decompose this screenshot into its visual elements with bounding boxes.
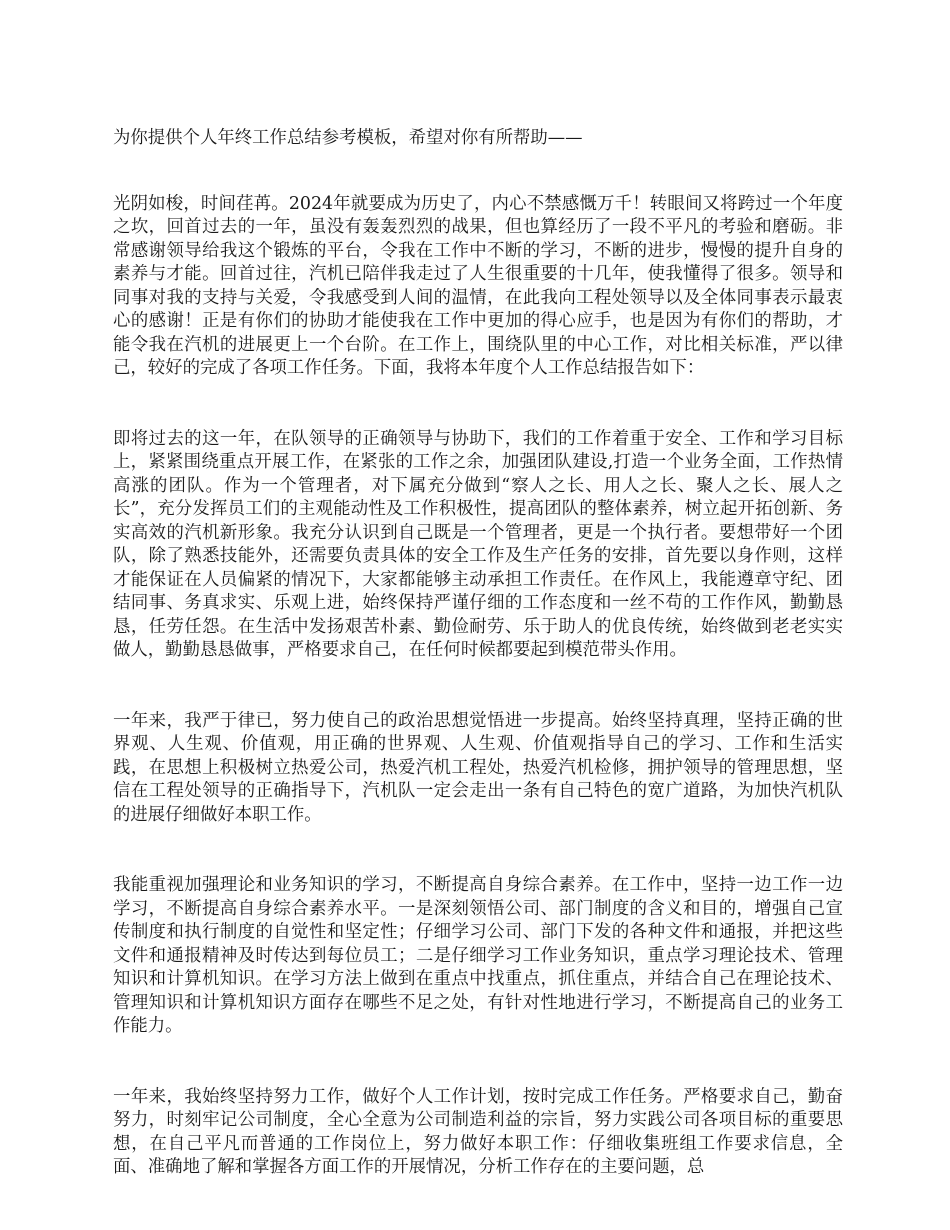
paragraph-work-performance: 一年来，我始终坚持努力工作，做好个人工作计划，按时完成工作任务。严格要求自己，勤奋努力，时刻牢记公司制度，全心全意为公司制造利益的宗旨，努力实践公司各项目标的重要思想，在自己平凡而普通的工作岗位上，努力做好本职工作：仔细收集班组工作要求信息，全面、准确地了解和掌握各方面工作的开展情况，分析工作存在的主要问题，总 [113, 1086, 843, 1177]
document-page [113, 127, 843, 1180]
paragraph-opening: 光阴如梭，时间荏苒。2024年就要成为历史了，内心不禁感慨万千！转眼间又将跨过一个年度之坎，回首过去的一年，虽没有轰轰烈烈的战果，但也算经历了一段不平凡的考验和磨砺。非常感谢领导给我这个锻炼的平台，令我在工作中不断的学习，不断的进步，慢慢的提升自身的素养与才能。回首过往，汽机已陪伴我走过了人生很重要的十几年，使我懂得了很多。领导和同事对我的支持与关爱，令我感受到人间的温情，在此我向工程处领导以及全体同事表示最衷心的感谢！正是有你们的协助才能使我在工作中更加的得心应手，也是因为有你们的帮助，才能令我在汽机的进展更上一个台阶。在工作上，围绕队里的中心工作，对比相关标准，严以律己，较好的完成了各项工作任务。下面，我将本年度个人工作总结报告如下： [113, 193, 843, 378]
paragraph-learning: 我能重视加强理论和业务知识的学习，不断提高自身综合素养。在工作中，坚持一边工作一边学习，不断提高自身综合素养水平。一是深刻领悟公司、部门制度的含义和目的，增强自己宣传制度和执行制度的自觉性和坚定性；仔细学习公司、部门下发的各种文件和通报，并把这些文件和通报精神及时传达到每位员工；二是仔细学习工作业务知识，重点学习理论技术、管理知识和计算机知识。在学习方法上做到在重点中找重点，抓住重点，并结合自己在理论技术、管理知识和计算机知识方面存在哪些不足之处，有针对性地进行学习，不断提高自己的业务工作能力。 [113, 875, 843, 1036]
paragraph-team-management: 即将过去的这一年，在队领导的正确领导与协助下，我们的工作着重于安全、工作和学习目标上，紧紧围绕重点开展工作，在紧张的工作之余，加强团队建设,打造一个业务全面，工作热情高涨的团队。作为一个管理者，对下属充分做到“察人之长、用人之长、聚人之长、展人之长”，充分发挥员工们的主观能动性及工作积极性，提高团队的整体素养，树立起开拓创新、务实高效的汽机新形象。我充分认识到自己既是一个管理者，更是一个执行者。要想带好一个团队，除了熟悉技能外，还需要负责具体的安全工作及生产任务的安排，首先要以身作则，这样才能保证在人员偏紧的情况下，大家都能够主动承担工作责任。在作风上，我能遵章守纪、团结同事、务真求实、乐观上进，始终保持严谨仔细的工作态度和一丝不苟的工作作风，勤勤恳恳，任劳任怨。在生活中发扬艰苦朴素、勤俭耐劳、乐于助人的优良传统，始终做到老老实实做人，勤勤恳恳做事，严格要求自己，在任何时候都要起到模范带头作用。 [113, 428, 843, 660]
intro-line: 为你提供个人年终工作总结参考模板，希望对你有所帮助—— [113, 128, 583, 148]
paragraph-political-thought: 一年来，我严于律已，努力使自己的政治思想觉悟进一步提高。始终坚持真理，坚持正确的世界观、人生观、价值观，用正确的世界观、人生观、价值观指导自己的学习、工作和生活实践，在思想上积极树立热爱公司，热爱汽机工程处，热爱汽机检修，拥护领导的管理思想，坚信在工程处领导的正确指导下，汽机队一定会走出一条有自己特色的宽广道路，为加快汽机队的进展仔细做好本职工作。 [113, 710, 843, 825]
